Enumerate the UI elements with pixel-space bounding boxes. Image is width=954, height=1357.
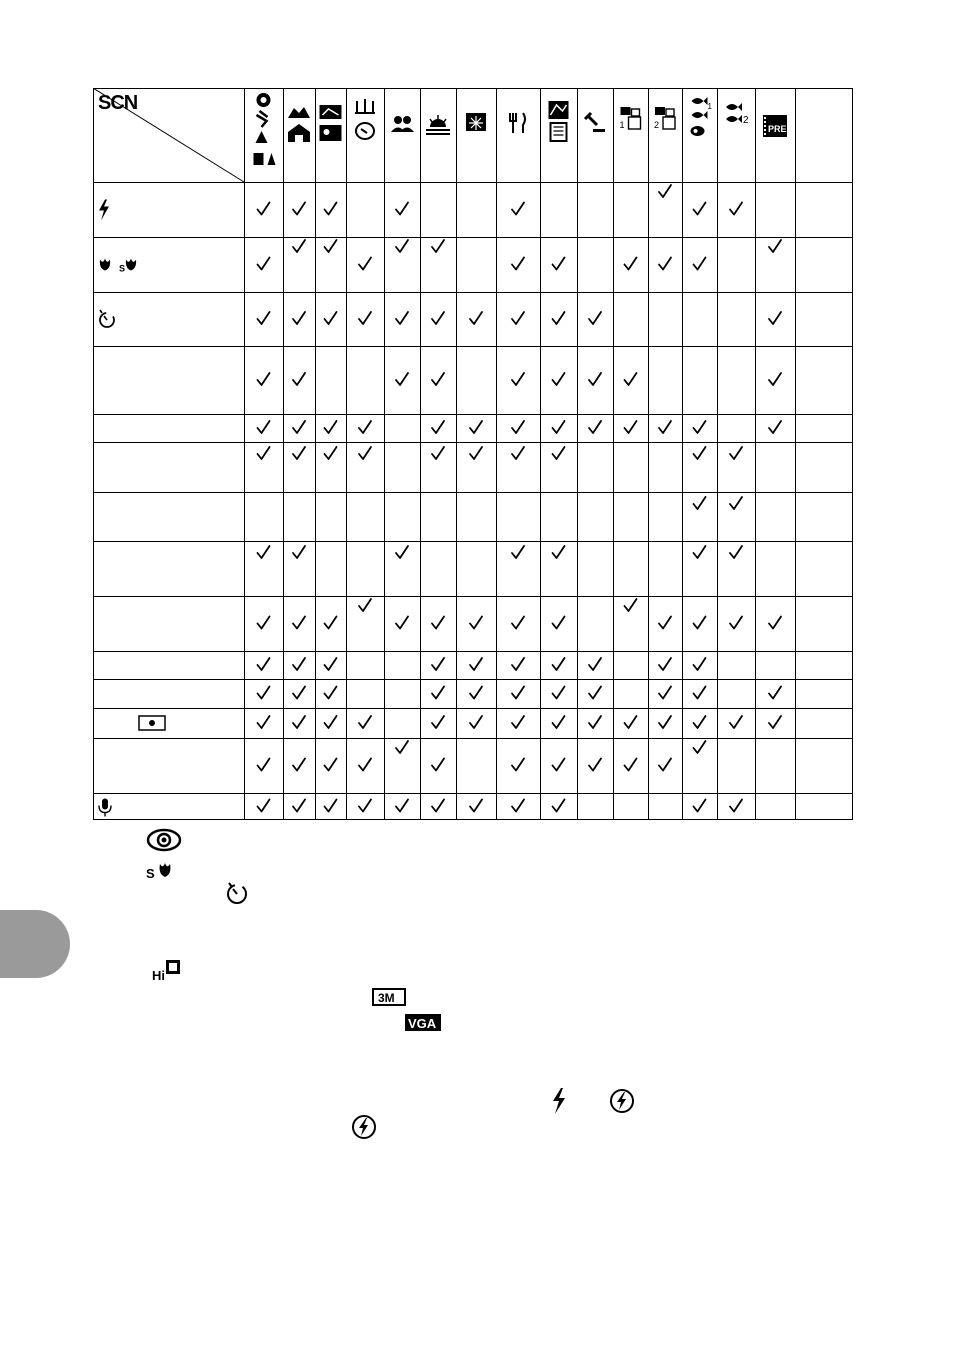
check-mark xyxy=(694,800,706,812)
check-mark xyxy=(293,658,305,670)
check-mark xyxy=(512,203,524,215)
check-mark xyxy=(432,421,444,433)
check-mark xyxy=(769,716,781,728)
check-mark xyxy=(325,658,337,670)
check-mark xyxy=(359,312,371,324)
check-mark xyxy=(730,617,742,629)
check-mark xyxy=(293,800,305,812)
check-mark xyxy=(258,447,270,459)
check-mark xyxy=(730,800,742,812)
svg-text:VGA: VGA xyxy=(408,1016,437,1031)
check-mark xyxy=(258,421,270,433)
check-mark xyxy=(470,421,482,433)
landscape-icons xyxy=(288,107,310,142)
check-mark xyxy=(769,421,781,433)
candle-self-portrait-icons xyxy=(355,99,375,139)
check-mark xyxy=(694,203,706,215)
check-mark xyxy=(659,716,671,728)
check-mark xyxy=(293,240,305,252)
microphone-icon xyxy=(99,799,111,817)
check-mark xyxy=(432,716,444,728)
check-mark xyxy=(432,312,444,324)
check-mark xyxy=(730,546,742,558)
museum-people-icon xyxy=(391,116,414,132)
check-mark xyxy=(396,312,408,324)
check-mark xyxy=(293,617,305,629)
auction-icon xyxy=(585,113,605,132)
check-mark xyxy=(659,421,671,433)
macro-super-macro-icon xyxy=(100,259,136,274)
pre-capture-movie-icon xyxy=(763,115,787,137)
check-mark xyxy=(659,258,671,270)
fireworks-icon xyxy=(466,113,486,131)
check-mark xyxy=(553,716,565,728)
check-mark xyxy=(258,716,270,728)
check-mark xyxy=(694,658,706,670)
check-mark xyxy=(359,258,371,270)
red-eye-icon xyxy=(146,828,182,852)
shoot-select-1-icon xyxy=(620,107,641,130)
check-mark xyxy=(432,658,444,670)
check-mark xyxy=(694,421,706,433)
check-mark xyxy=(659,617,671,629)
underwater-1-icon xyxy=(691,97,713,136)
check-mark xyxy=(553,546,565,558)
spot-metering-icon xyxy=(139,716,165,730)
check-mark xyxy=(730,203,742,215)
check-mark xyxy=(325,687,337,699)
flash-icon xyxy=(99,200,109,221)
flash-off-icon xyxy=(609,1088,635,1114)
check-mark xyxy=(512,617,524,629)
check-mark xyxy=(359,599,371,611)
flash-off-icon xyxy=(351,1114,377,1140)
check-mark xyxy=(396,240,408,252)
check-mark xyxy=(694,617,706,629)
check-mark xyxy=(694,497,706,509)
vga-image-size-icon xyxy=(404,1013,442,1032)
check-mark xyxy=(769,373,781,385)
svg-text:S: S xyxy=(146,866,155,880)
check-mark xyxy=(512,716,524,728)
check-mark xyxy=(470,617,482,629)
svg-text:1: 1 xyxy=(619,120,625,130)
check-mark xyxy=(325,716,337,728)
svg-text:S: S xyxy=(119,263,126,274)
check-mark xyxy=(769,687,781,699)
check-mark xyxy=(694,687,706,699)
check-mark xyxy=(625,599,637,611)
table-border xyxy=(94,89,853,820)
check-mark xyxy=(659,658,671,670)
check-mark xyxy=(659,185,671,197)
check-mark xyxy=(694,741,706,753)
check-mark xyxy=(512,258,524,270)
check-mark xyxy=(325,759,337,771)
check-mark xyxy=(470,658,482,670)
check-mark xyxy=(359,800,371,812)
check-mark xyxy=(293,421,305,433)
check-mark xyxy=(589,687,601,699)
check-mark xyxy=(258,258,270,270)
scn-label: SCN xyxy=(98,92,138,114)
check-mark xyxy=(512,421,524,433)
check-mark xyxy=(694,258,706,270)
check-mark xyxy=(293,203,305,215)
document-icon xyxy=(549,101,569,141)
check-mark xyxy=(258,759,270,771)
check-mark xyxy=(432,687,444,699)
check-mark xyxy=(359,447,371,459)
check-mark xyxy=(359,759,371,771)
check-mark xyxy=(432,240,444,252)
check-mark xyxy=(396,373,408,385)
check-mark xyxy=(589,658,601,670)
flash-icon xyxy=(550,1088,568,1114)
check-mark xyxy=(512,546,524,558)
check-mark xyxy=(359,716,371,728)
check-mark xyxy=(325,240,337,252)
check-mark xyxy=(325,447,337,459)
check-mark xyxy=(589,421,601,433)
check-mark xyxy=(432,373,444,385)
check-mark xyxy=(293,716,305,728)
shoot-select-2-icon xyxy=(654,107,675,130)
check-mark xyxy=(730,447,742,459)
check-mark xyxy=(325,617,337,629)
check-mark xyxy=(258,312,270,324)
check-mark xyxy=(625,421,637,433)
table-grid xyxy=(93,88,853,820)
check-mark xyxy=(694,447,706,459)
check-mark xyxy=(553,421,565,433)
check-mark xyxy=(625,716,637,728)
check-mark xyxy=(589,759,601,771)
check-mark xyxy=(396,617,408,629)
portrait-sport-party-candle-icons xyxy=(254,93,276,165)
check-mark xyxy=(589,312,601,324)
svg-text:Hi: Hi xyxy=(152,968,165,982)
underwater-2-icon xyxy=(726,103,749,126)
check-mark xyxy=(396,203,408,215)
check-mark xyxy=(396,546,408,558)
check-mark xyxy=(512,312,524,324)
svg-text:2: 2 xyxy=(743,115,749,126)
super-macro-icon xyxy=(146,860,174,880)
check-mark xyxy=(589,716,601,728)
check-mark xyxy=(325,312,337,324)
check-mark xyxy=(470,312,482,324)
check-mark xyxy=(553,258,565,270)
check-mark xyxy=(512,759,524,771)
check-mark xyxy=(258,687,270,699)
check-mark xyxy=(659,759,671,771)
check-mark xyxy=(293,312,305,324)
check-mark xyxy=(553,658,565,670)
check-mark xyxy=(512,800,524,812)
check-mark xyxy=(293,759,305,771)
check-mark xyxy=(553,800,565,812)
sunset-icon xyxy=(426,115,450,135)
check-mark xyxy=(325,421,337,433)
check-mark xyxy=(553,447,565,459)
check-mark xyxy=(769,617,781,629)
check-mark xyxy=(553,312,565,324)
check-mark xyxy=(512,447,524,459)
check-mark xyxy=(258,800,270,812)
self-timer-icon xyxy=(224,880,250,906)
check-mark xyxy=(258,203,270,215)
check-mark xyxy=(512,687,524,699)
check-mark xyxy=(470,800,482,812)
check-mark xyxy=(553,687,565,699)
svg-text:1: 1 xyxy=(707,102,712,111)
check-mark xyxy=(293,687,305,699)
check-mark xyxy=(553,373,565,385)
check-mark xyxy=(432,759,444,771)
check-mark xyxy=(396,800,408,812)
check-mark xyxy=(512,658,524,670)
high-speed-sequential-icon xyxy=(152,958,182,982)
check-mark xyxy=(258,373,270,385)
check-mark xyxy=(730,497,742,509)
night-scene-icons xyxy=(320,105,342,141)
check-mark xyxy=(293,546,305,558)
check-mark xyxy=(325,203,337,215)
3m-image-size-icon xyxy=(372,988,406,1006)
check-mark xyxy=(470,447,482,459)
section-tab xyxy=(0,910,70,978)
check-mark xyxy=(293,373,305,385)
cuisine-icon xyxy=(510,113,525,133)
check-mark xyxy=(512,373,524,385)
svg-text:PRE: PRE xyxy=(768,124,787,134)
check-mark xyxy=(625,373,637,385)
check-mark xyxy=(432,800,444,812)
check-mark xyxy=(625,759,637,771)
scene-function-table xyxy=(93,88,853,820)
check-mark xyxy=(769,240,781,252)
check-mark xyxy=(769,312,781,324)
check-mark xyxy=(432,617,444,629)
check-mark xyxy=(694,546,706,558)
check-mark xyxy=(359,421,371,433)
check-mark xyxy=(258,617,270,629)
check-mark xyxy=(659,687,671,699)
check-mark xyxy=(432,447,444,459)
check-mark xyxy=(730,716,742,728)
check-mark xyxy=(258,546,270,558)
check-mark xyxy=(553,759,565,771)
check-mark xyxy=(470,687,482,699)
check-mark xyxy=(589,373,601,385)
check-mark xyxy=(694,716,706,728)
self-timer-icon xyxy=(100,310,114,327)
svg-text:2: 2 xyxy=(654,120,660,130)
check-mark xyxy=(293,447,305,459)
svg-text:3M: 3M xyxy=(378,991,395,1005)
check-mark xyxy=(470,716,482,728)
check-mark xyxy=(396,741,408,753)
check-mark xyxy=(625,258,637,270)
check-mark xyxy=(325,800,337,812)
check-mark xyxy=(258,658,270,670)
check-mark xyxy=(553,617,565,629)
